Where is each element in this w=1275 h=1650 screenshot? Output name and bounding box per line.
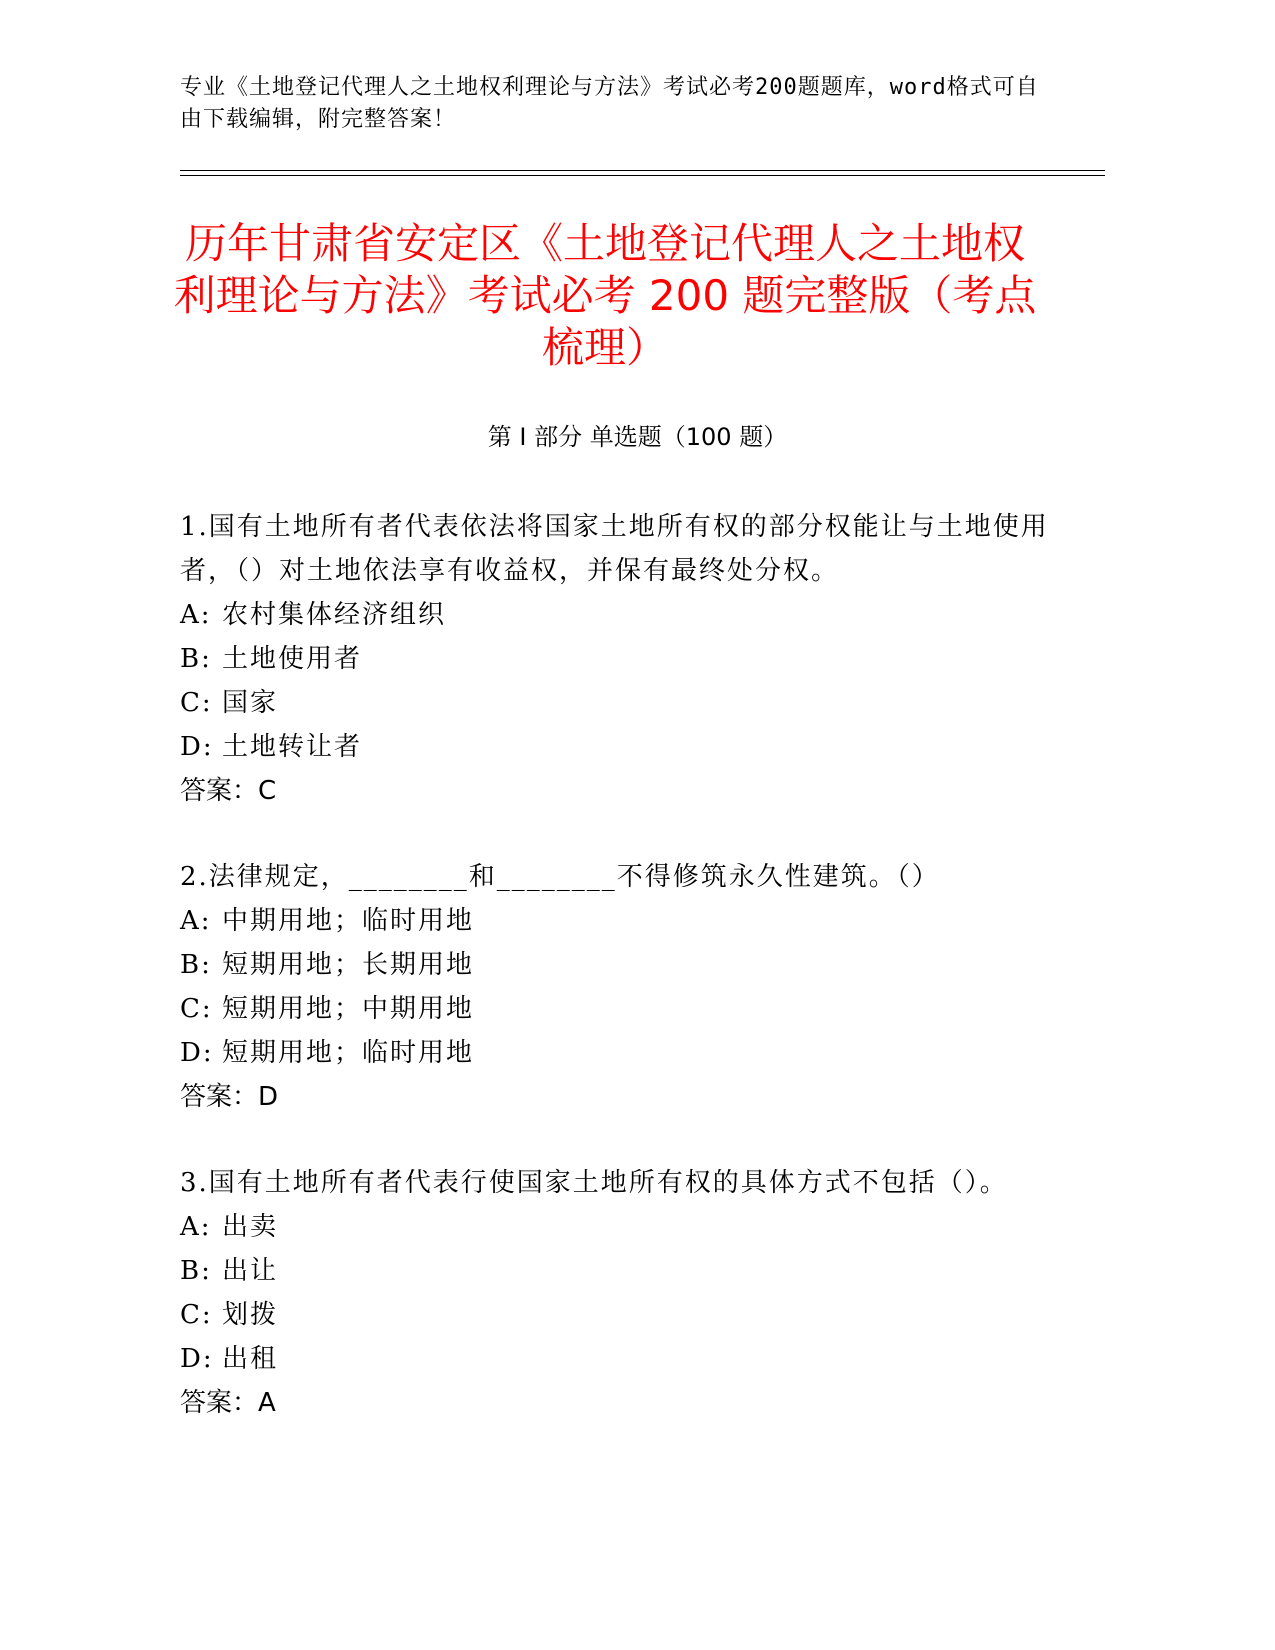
question-2 xyxy=(180,855,1060,1119)
option-c xyxy=(180,987,1060,1031)
header-note: 专业《土地登记代理人之土地权利理论与方法》考试必考200题题库，word格式可自由下载编辑，附完整答案！ xyxy=(180,75,1039,132)
question-list xyxy=(180,505,1060,1467)
option-text: 短期用地；长期用地 xyxy=(222,950,475,980)
answer: 答案：A xyxy=(180,1388,276,1418)
option-b xyxy=(180,637,1060,681)
question-stem: 2.法律规定，________和________不得修筑永久性建筑。（） xyxy=(180,862,940,892)
option-a xyxy=(180,899,1060,943)
option-text: 出租 xyxy=(222,1344,279,1374)
option-letter: B: xyxy=(180,1256,212,1286)
option-letter: C: xyxy=(180,688,213,718)
document-title: 历年甘肃省安定区《土地登记代理人之土地权利理论与方法》考试必考 200 题完整版（考点梳理） xyxy=(173,219,1037,372)
option-a xyxy=(180,593,1060,637)
option-text: 划拨 xyxy=(222,1300,279,1330)
header-divider-bottom xyxy=(180,175,1105,176)
option-text: 短期用地；临时用地 xyxy=(222,1038,475,1068)
option-letter: A: xyxy=(180,906,212,936)
header-divider-top xyxy=(180,170,1105,171)
option-text: 土地使用者 xyxy=(222,644,363,674)
option-letter: B: xyxy=(180,950,212,980)
question-3 xyxy=(180,1161,1060,1425)
option-text: 短期用地；中期用地 xyxy=(222,994,475,1024)
option-letter: C: xyxy=(180,1300,213,1330)
option-d xyxy=(180,725,1060,769)
option-c xyxy=(180,681,1060,725)
option-letter: C: xyxy=(180,994,213,1024)
option-letter: A: xyxy=(180,600,212,630)
option-d xyxy=(180,1031,1060,1075)
option-letter: D: xyxy=(180,1038,214,1068)
question-stem: 3.国有土地所有者代表行使国家土地所有权的具体方式不包括（）。 xyxy=(180,1168,1008,1198)
option-a xyxy=(180,1205,1060,1249)
section-title: 第 I 部分 单选题（100 题） xyxy=(487,423,788,451)
option-text: 中期用地；临时用地 xyxy=(222,906,475,936)
option-letter: D: xyxy=(180,1344,214,1374)
option-b xyxy=(180,1249,1060,1293)
option-text: 出卖 xyxy=(222,1212,279,1242)
option-c xyxy=(180,1293,1060,1337)
option-text: 农村集体经济组织 xyxy=(222,600,447,630)
option-letter: B: xyxy=(180,644,212,674)
option-d xyxy=(180,1337,1060,1381)
option-letter: A: xyxy=(180,1212,212,1242)
option-text: 土地转让者 xyxy=(222,732,363,762)
answer: 答案：D xyxy=(180,1082,279,1112)
answer: 答案：C xyxy=(180,776,277,806)
option-letter: D: xyxy=(180,732,214,762)
option-b xyxy=(180,943,1060,987)
question-1 xyxy=(180,505,1060,813)
option-text: 出让 xyxy=(222,1256,279,1286)
question-stem: 1.国有土地所有者代表依法将国家土地所有权的部分权能让与土地使用者，（）对土地依法享有收益权，并保有最终处分权。 xyxy=(180,512,1049,586)
option-text: 国家 xyxy=(222,688,279,718)
